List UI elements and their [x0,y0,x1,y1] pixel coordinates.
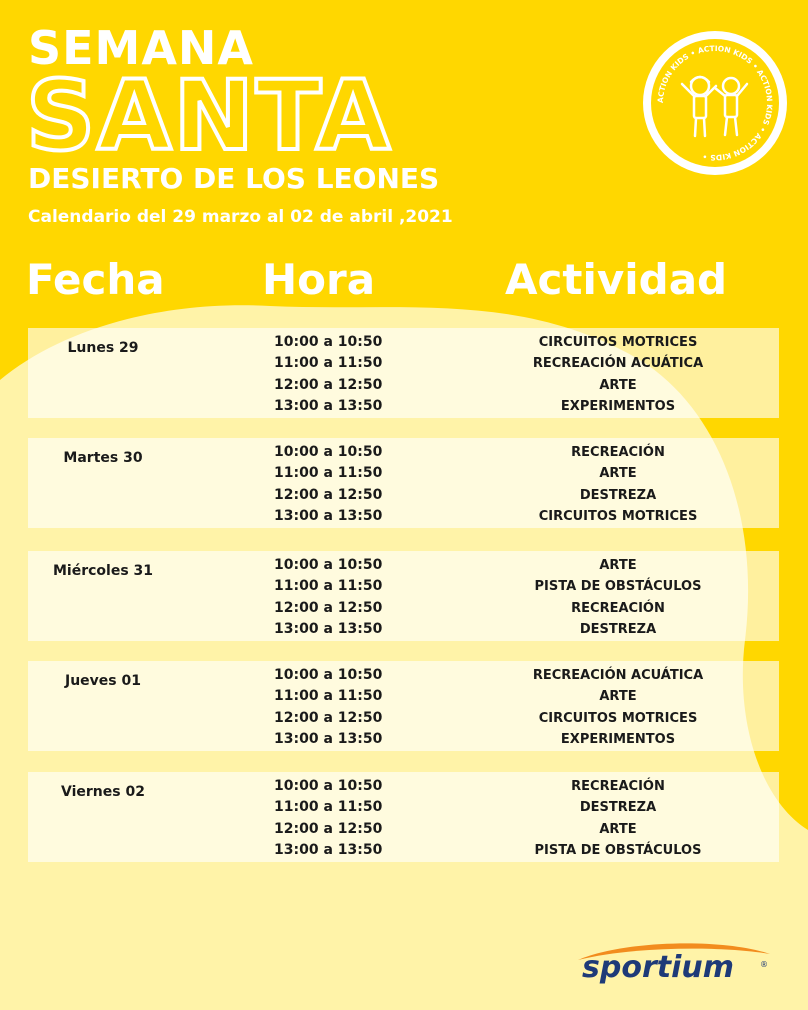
title-location: DESIERTO DE LOS LEONES [28,162,440,195]
slot-activity: RECREACIÓN [571,779,665,794]
slot-time: 11:00 a 11:50 [274,465,383,481]
day-block-miercoles [28,551,779,641]
column-header-fecha: Fecha [26,255,165,304]
brand-registered-mark: ® [760,960,768,969]
slot-activity: CIRCUITOS MOTRICES [538,509,698,524]
slot-time: 12:00 a 12:50 [274,821,383,837]
day-name: Jueves 01 [65,673,141,689]
slot-activity: CIRCUITOS MOTRICES [538,335,698,350]
slot-activity: ARTE [599,689,637,704]
column-header-hora: Hora [262,255,376,304]
slot-time: 12:00 a 12:50 [274,377,383,393]
slot-time: 12:00 a 12:50 [274,710,383,726]
slot-time: 10:00 a 10:50 [274,667,383,683]
slot-activity: RECREACIÓN ACUÁTICA [532,356,704,371]
slot-activity: PISTA DE OBSTÁCULOS [534,843,702,858]
slot-activity: DESTREZA [579,622,657,637]
day-block-martes [28,438,779,528]
title-semana: SEMANA [28,21,255,75]
slot-time: 13:00 a 13:50 [274,842,383,858]
slot-activity: RECREACIÓN ACUÁTICA [532,668,704,683]
slot-activity: ARTE [599,558,637,573]
day-name: Lunes 29 [67,340,139,356]
slot-time: 11:00 a 11:50 [274,578,383,594]
sportium-logo [574,940,774,990]
slot-activity: ARTE [599,822,637,837]
slot-time: 12:00 a 12:50 [274,600,383,616]
slot-time: 10:00 a 10:50 [274,334,383,350]
slot-activity: ARTE [599,466,637,481]
slot-time: 10:00 a 10:50 [274,778,383,794]
slot-time: 13:00 a 13:50 [274,731,383,747]
slot-activity: EXPERIMENTOS [560,399,676,414]
brand-name: sportium [582,950,734,985]
slot-activity: DESTREZA [579,488,657,503]
day-block-jueves [28,661,779,751]
slot-time: 13:00 a 13:50 [274,398,383,414]
day-name: Viernes 02 [61,784,145,800]
day-name: Miércoles 31 [52,563,154,579]
slot-activity: RECREACIÓN [571,445,665,460]
title-santa: SANTA [26,60,393,172]
slot-time: 10:00 a 10:50 [274,557,383,573]
column-header-actividad: Actividad [505,255,728,304]
slot-time: 12:00 a 12:50 [274,487,383,503]
slot-activity: PISTA DE OBSTÁCULOS [534,579,702,594]
slot-activity: EXPERIMENTOS [560,732,676,747]
badge-ring-text: ACTION KIDS • ACTION KIDS • ACTION KIDS • ACTION KIDS • [655,43,775,163]
day-block-lunes [28,328,779,418]
slot-time: 11:00 a 11:50 [274,688,383,704]
slot-activity: CIRCUITOS MOTRICES [538,711,698,726]
day-block-viernes [28,772,779,862]
slot-time: 10:00 a 10:50 [274,444,383,460]
slot-time: 11:00 a 11:50 [274,799,383,815]
day-name: Martes 30 [63,450,143,466]
slot-activity: ARTE [599,378,637,393]
slot-activity: DESTREZA [579,800,657,815]
slot-activity: RECREACIÓN [571,601,665,616]
action-kids-badge-icon [640,28,790,178]
slot-time: 13:00 a 13:50 [274,508,383,524]
slot-time: 11:00 a 11:50 [274,355,383,371]
calendar-subtitle: Calendario del 29 marzo al 02 de abril ,2021 [28,207,453,227]
slot-time: 13:00 a 13:50 [274,621,383,637]
